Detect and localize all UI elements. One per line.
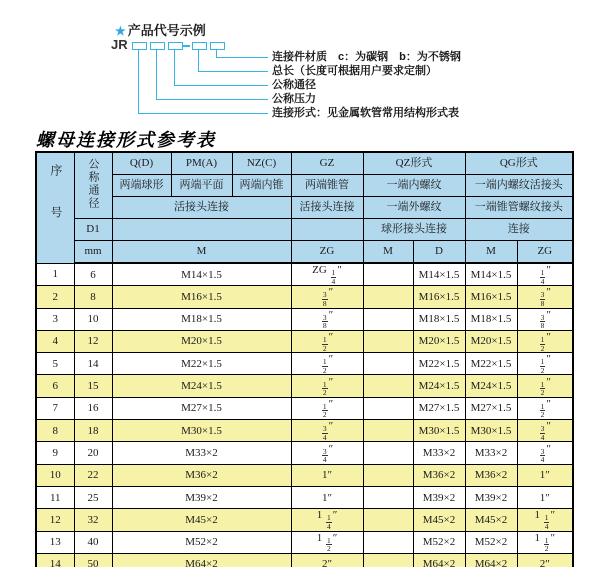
header-seq: 序号 (36, 152, 74, 263)
cell-qz_d: M20×1.5 (413, 330, 465, 352)
cell-no: 9 (36, 442, 74, 464)
table-row (36, 509, 573, 531)
cell-qg_m: M36×2 (465, 464, 517, 486)
table-title: 螺母连接形式参考表 (36, 130, 216, 151)
table-body (36, 263, 573, 567)
cell-qg_m: M18×1.5 (465, 308, 517, 330)
cell-gz: $\frac{3}{8}$ ″ (291, 308, 363, 330)
table-row (36, 486, 573, 508)
cell-dn: 20 (74, 442, 112, 464)
cell-qg_zg: 1″ (517, 486, 573, 508)
cell-no: 12 (36, 509, 74, 531)
cell-dn: 32 (74, 509, 112, 531)
cell-gz: $\frac{1}{2}$ ″ (291, 375, 363, 397)
cell-qg_zg: 1 $\frac{1}{2}$ ″ (517, 531, 573, 553)
cell-m: M16×1.5 (112, 286, 291, 308)
header-pm-desc: 两端平面 (171, 175, 232, 197)
cell-no: 6 (36, 375, 74, 397)
connector-line (156, 49, 157, 100)
connector-line (174, 49, 175, 86)
cell-dn: 15 (74, 375, 112, 397)
cell-dn: 16 (74, 397, 112, 419)
cell-qz_m (363, 330, 413, 352)
cell-m: M14×1.5 (112, 263, 291, 286)
header-empty-wide (112, 219, 291, 241)
cell-qz_m (363, 442, 413, 464)
header-union-connection: 活接头连接 (112, 197, 291, 219)
connector-line (198, 49, 199, 72)
cell-m: M33×2 (112, 442, 291, 464)
cell-no: 8 (36, 420, 74, 442)
cell-qg_m: M64×2 (465, 553, 517, 567)
cell-gz: 1″ (291, 464, 363, 486)
table-row (36, 353, 573, 375)
header-col-q: Q(D) (112, 152, 171, 175)
header-mm: mm (74, 241, 112, 264)
cell-qz_m (363, 308, 413, 330)
cell-qg_m: M16×1.5 (465, 286, 517, 308)
cell-dn: 40 (74, 531, 112, 553)
cell-qz_m (363, 375, 413, 397)
connector-line (138, 49, 139, 114)
diagram-label-connection: 连接形式：见金属软管常用结构形式表 (272, 107, 459, 119)
connector-line (198, 71, 268, 72)
header-d1: D1 (74, 219, 112, 241)
cell-qz_m (363, 353, 413, 375)
cell-dn: 18 (74, 420, 112, 442)
header-col-qg: QG形式 (465, 152, 573, 175)
header-gz-desc: 两端锥管 (291, 175, 363, 197)
header-col-qz: QZ形式 (363, 152, 465, 175)
code-box-3 (168, 42, 183, 50)
header-qg-m-label: M (465, 241, 517, 264)
reference-table-container (35, 151, 574, 567)
cell-qg_m: M24×1.5 (465, 375, 517, 397)
cell-m: M18×1.5 (112, 308, 291, 330)
diagram-label-diameter: 公称通径 (272, 79, 316, 91)
header-qz-desc2: 一端外螺纹 (363, 197, 465, 219)
cell-qg_zg: $\frac{1}{2}$ ″ (517, 353, 573, 375)
header-col-gz: GZ (291, 152, 363, 175)
cell-qz_d: M14×1.5 (413, 263, 465, 286)
cell-qz_m (363, 486, 413, 508)
cell-gz: 1 $\frac{1}{2}$ ″ (291, 531, 363, 553)
cell-qg_zg: 1″ (517, 464, 573, 486)
cell-no: 1 (36, 263, 74, 286)
product-code-prefix: JR (111, 37, 128, 52)
cell-qg_zg: $\frac{3}{8}$ ″ (517, 308, 573, 330)
cell-qz_d: M22×1.5 (413, 353, 465, 375)
cell-qz_d: M18×1.5 (413, 308, 465, 330)
cell-qg_m: M14×1.5 (465, 263, 517, 286)
table-row (36, 330, 573, 352)
cell-m: M24×1.5 (112, 375, 291, 397)
cell-qg_m: M30×1.5 (465, 420, 517, 442)
table-row (36, 375, 573, 397)
cell-qz_d: M45×2 (413, 509, 465, 531)
header-nominal-diameter: 公称通径 (74, 152, 112, 219)
cell-qg_m: M27×1.5 (465, 397, 517, 419)
cell-qg_zg: $\frac{1}{4}$ ″ (517, 263, 573, 286)
cell-qz_d: M36×2 (413, 464, 465, 486)
header-empty-gz (291, 219, 363, 241)
header-qz-d-label: D (413, 241, 465, 264)
cell-qz_d: M64×2 (413, 553, 465, 567)
cell-gz: 1″ (291, 486, 363, 508)
cell-qz_m (363, 464, 413, 486)
cell-m: M20×1.5 (112, 330, 291, 352)
header-qg-desc1: 一端内螺纹活接头 (465, 175, 573, 197)
cell-qz_d: M24×1.5 (413, 375, 465, 397)
table-row (36, 397, 573, 419)
cell-gz: $\frac{1}{2}$ ″ (291, 330, 363, 352)
product-code-example-text: 产品代号示例 (127, 23, 206, 38)
cell-no: 2 (36, 286, 74, 308)
cell-m: M22×1.5 (112, 353, 291, 375)
cell-gz: $\frac{3}{4}$ ″ (291, 420, 363, 442)
cell-qz_m (363, 420, 413, 442)
table-row (36, 286, 573, 308)
cell-qg_zg: 1 $\frac{1}{4}$ ″ (517, 509, 573, 531)
connector-line (174, 85, 268, 86)
cell-m: M39×2 (112, 486, 291, 508)
cell-m: M45×2 (112, 509, 291, 531)
header-qz-connection: 球形接头连接 (363, 219, 465, 241)
cell-no: 5 (36, 353, 74, 375)
cell-gz: ZG $\frac{1}{4}$ ″ (291, 263, 363, 286)
header-zg-label: ZG (291, 241, 363, 264)
cell-gz: $\frac{3}{8}$ ″ (291, 286, 363, 308)
cell-qg_m: M39×2 (465, 486, 517, 508)
cell-qg_m: M20×1.5 (465, 330, 517, 352)
cell-qz_d: M39×2 (413, 486, 465, 508)
code-dash (183, 45, 190, 47)
connector-line (216, 57, 268, 58)
cell-qz_d: M52×2 (413, 531, 465, 553)
cell-no: 11 (36, 486, 74, 508)
header-m-label: M (112, 241, 291, 264)
code-box-5 (210, 42, 225, 50)
cell-qg_zg: $\frac{1}{2}$ ″ (517, 397, 573, 419)
cell-qg_zg: $\frac{3}{8}$ ″ (517, 286, 573, 308)
cell-m: M30×1.5 (112, 420, 291, 442)
connector-line (138, 113, 268, 114)
cell-dn: 10 (74, 308, 112, 330)
diagram-label-length: 总长（长度可根据用户要求定制） (272, 65, 437, 77)
cell-no: 4 (36, 330, 74, 352)
cell-gz: $\frac{1}{2}$ ″ (291, 353, 363, 375)
header-qz-desc1: 一端内螺纹 (363, 175, 465, 197)
cell-qg_zg: $\frac{3}{4}$ ″ (517, 442, 573, 464)
header-qz-m-label: M (363, 241, 413, 264)
code-box-1 (132, 42, 147, 50)
header-gz-connection: 活接头连接 (291, 197, 363, 219)
header-qg-desc2: 一端锥管螺纹接头 (465, 197, 573, 219)
header-nz-desc: 两端内锥 (232, 175, 291, 197)
cell-qg_zg: $\frac{3}{4}$ ″ (517, 420, 573, 442)
cell-dn: 50 (74, 553, 112, 567)
header-q-desc: 两端球形 (112, 175, 171, 197)
table-row (36, 531, 573, 553)
cell-qg_zg: $\frac{1}{2}$ ″ (517, 330, 573, 352)
cell-m: M36×2 (112, 464, 291, 486)
cell-qg_zg: 2″ (517, 553, 573, 567)
header-col-nz: NZ(C) (232, 152, 291, 175)
cell-m: M27×1.5 (112, 397, 291, 419)
cell-qz_m (363, 397, 413, 419)
code-box-2 (150, 42, 165, 50)
cell-qz_d: M16×1.5 (413, 286, 465, 308)
table-row (36, 263, 573, 286)
cell-no: 14 (36, 553, 74, 567)
nut-connection-reference-table (35, 151, 574, 567)
header-col-pm: PM(A) (171, 152, 232, 175)
cell-gz: 1 $\frac{1}{4}$ ″ (291, 509, 363, 531)
diagram-label-material: 连接件材质 c：为碳钢 b：为不锈钢 (272, 51, 461, 63)
star-icon: ★ (115, 24, 126, 38)
cell-no: 3 (36, 308, 74, 330)
cell-gz: $\frac{1}{2}$ ″ (291, 397, 363, 419)
cell-qz_m (363, 263, 413, 286)
cell-m: M52×2 (112, 531, 291, 553)
header-qg-connection: 连接 (465, 219, 573, 241)
cell-qz_m (363, 553, 413, 567)
cell-gz: $\frac{3}{4}$ ″ (291, 442, 363, 464)
cell-no: 7 (36, 397, 74, 419)
code-box-4 (192, 42, 207, 50)
header-qg-zg-label: ZG (517, 241, 573, 264)
diagram-label-pressure: 公称压力 (272, 93, 316, 105)
cell-m: M64×2 (112, 553, 291, 567)
cell-qz_d: M33×2 (413, 442, 465, 464)
product-code-example-title (115, 20, 206, 39)
table-row (36, 442, 573, 464)
cell-qz_m (363, 509, 413, 531)
cell-qz_m (363, 531, 413, 553)
cell-qz_m (363, 286, 413, 308)
cell-qg_m: M33×2 (465, 442, 517, 464)
table-row (36, 308, 573, 330)
cell-qz_d: M30×1.5 (413, 420, 465, 442)
cell-qg_m: M22×1.5 (465, 353, 517, 375)
cell-qg_m: M45×2 (465, 509, 517, 531)
table-row (36, 420, 573, 442)
cell-dn: 22 (74, 464, 112, 486)
connector-line (156, 99, 268, 100)
cell-dn: 25 (74, 486, 112, 508)
cell-no: 10 (36, 464, 74, 486)
table-row (36, 464, 573, 486)
cell-no: 13 (36, 531, 74, 553)
cell-dn: 6 (74, 263, 112, 286)
cell-qz_d: M27×1.5 (413, 397, 465, 419)
cell-qg_zg: $\frac{1}{2}$ ″ (517, 375, 573, 397)
cell-qg_m: M52×2 (465, 531, 517, 553)
cell-gz: 2″ (291, 553, 363, 567)
cell-dn: 8 (74, 286, 112, 308)
cell-dn: 14 (74, 353, 112, 375)
table-row (36, 553, 573, 567)
cell-dn: 12 (74, 330, 112, 352)
